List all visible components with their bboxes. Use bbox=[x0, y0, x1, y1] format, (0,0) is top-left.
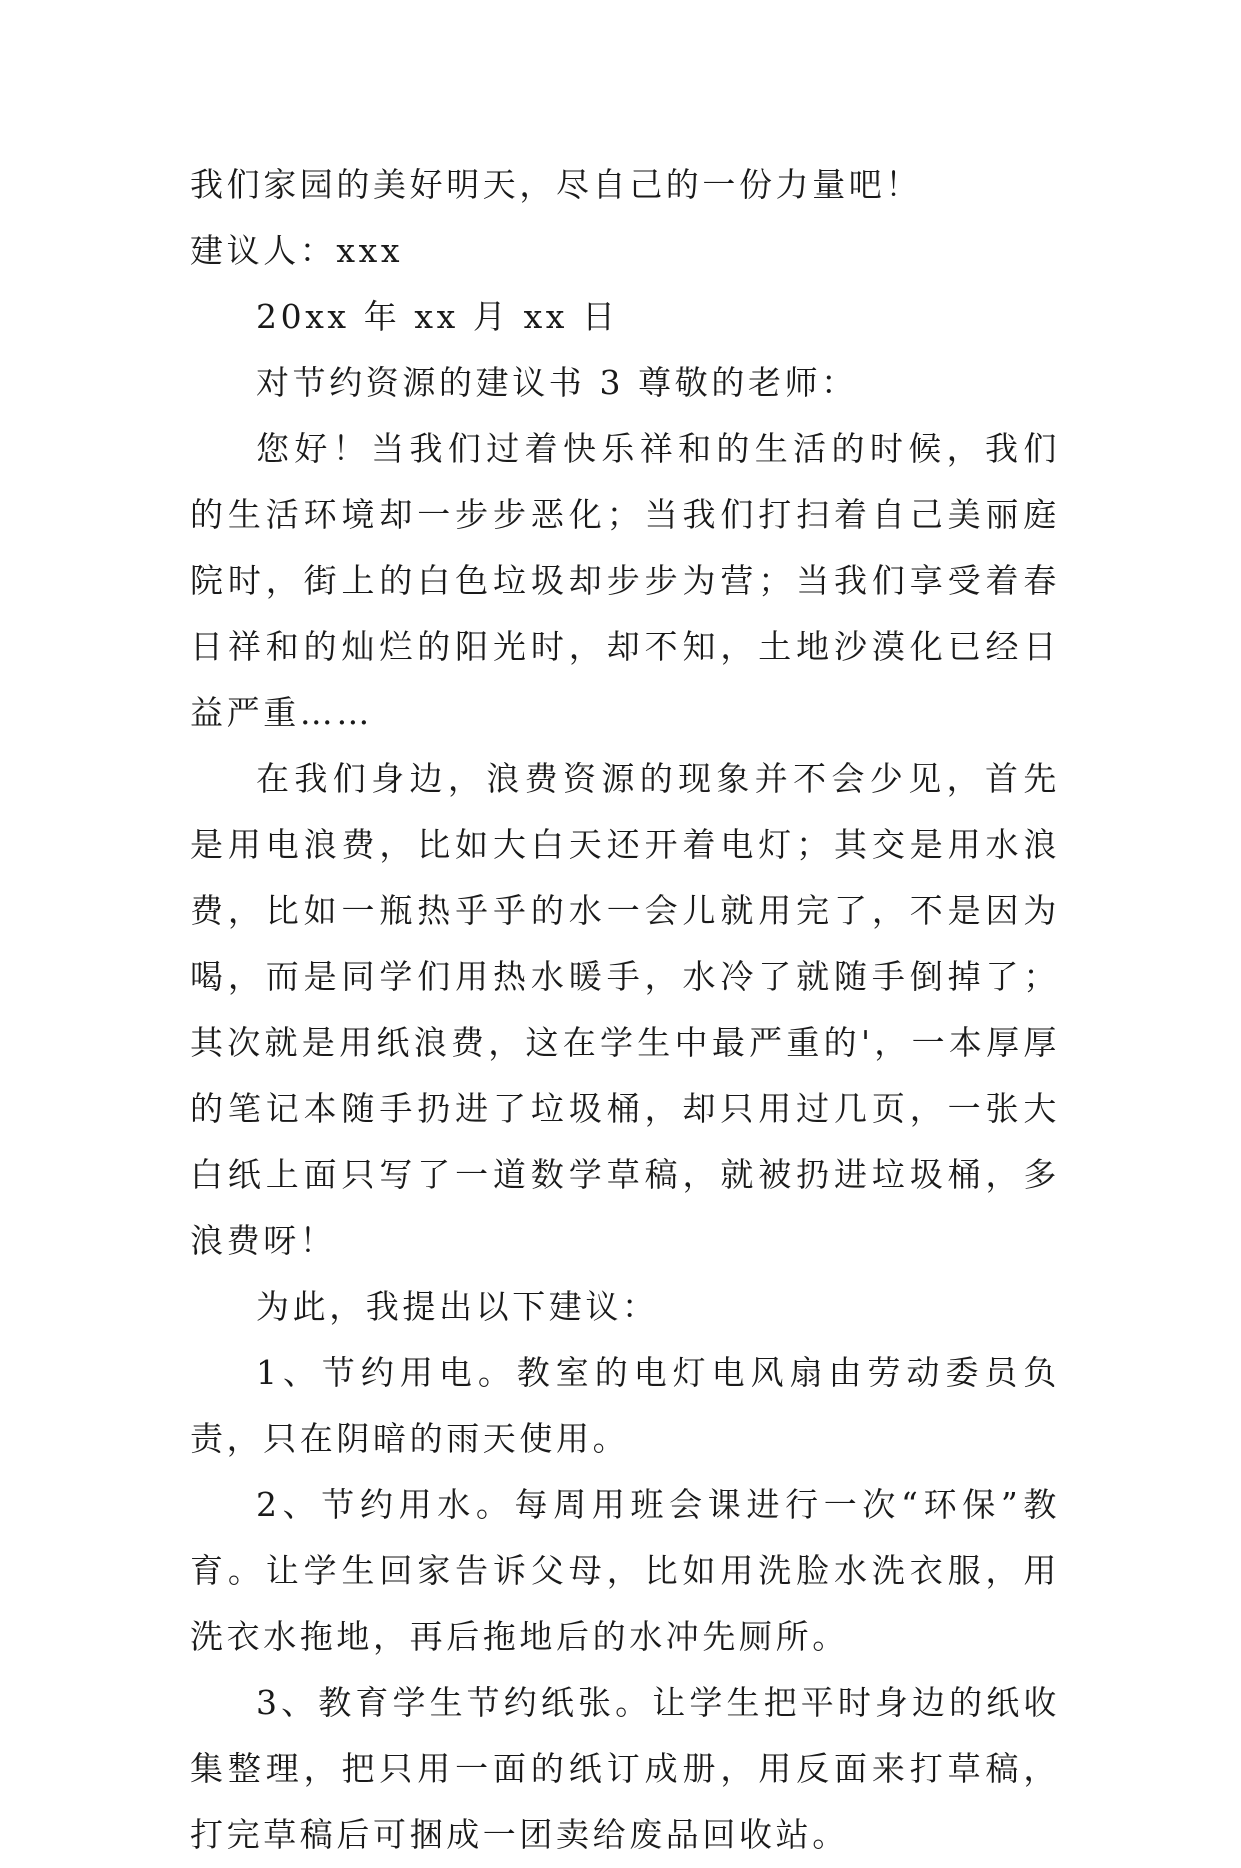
paragraph-suggestion-1: 1、节约用电。教室的电灯电风扇由劳动委员负责，只在阴暗的雨天使用。 bbox=[190, 1353, 1060, 1458]
date-line: 20xx 年 xx 月 xx 日 bbox=[256, 297, 619, 336]
paragraph-waste: 在我们身边，浪费资源的现象并不会少见，首先是用电浪费，比如大白天还开着电灯；其交是用水浪费，比如一瓶热乎乎的水一会儿就用完了，不是因为喝，而是同学们用热水暖手，水冷了就随手倒掉了；其次就是用纸浪费，这在学生中最严重的'，一本厚厚的笔记本随手扔进了垃圾桶，却只用过几页，一张大白纸上面只写了一道数学草稿，就被扔进垃圾桶，多浪费呀！ bbox=[190, 759, 1060, 1260]
paragraph-suggestion-2: 2、节约用水。每周用班会课进行一次“环保”教育。让学生回家告诉父母，比如用洗脸水洗衣服，用洗衣水拖地，再后拖地后的水冲先厕所。 bbox=[190, 1485, 1060, 1656]
document-body bbox=[190, 152, 1060, 1868]
closing-line: 我们家园的美好明天，尽自己的一份力量吧！ bbox=[190, 165, 922, 204]
paragraph-greeting: 您好！当我们过着快乐祥和的生活的时候，我们的生活环境却一步步恶化；当我们打扫着自己美丽庭院时，街上的白色垃圾却步步为营；当我们享受着春日祥和的灿烂的阳光时，却不知，土地沙漠化已经日益严重…… bbox=[190, 429, 1060, 732]
letter-heading: 对节约资源的建议书 3 尊敬的老师： bbox=[256, 363, 858, 402]
paragraph-suggestion-3: 3、教育学生节约纸张。让学生把平时身边的纸收集整理，把只用一面的纸订成册，用反面来打草稿，打完草稿后可捆成一团卖给废品回收站。 bbox=[190, 1683, 1060, 1854]
paragraph-proposal-intro: 为此，我提出以下建议： bbox=[256, 1287, 659, 1326]
signer-line: 建议人：xxx bbox=[190, 231, 404, 270]
